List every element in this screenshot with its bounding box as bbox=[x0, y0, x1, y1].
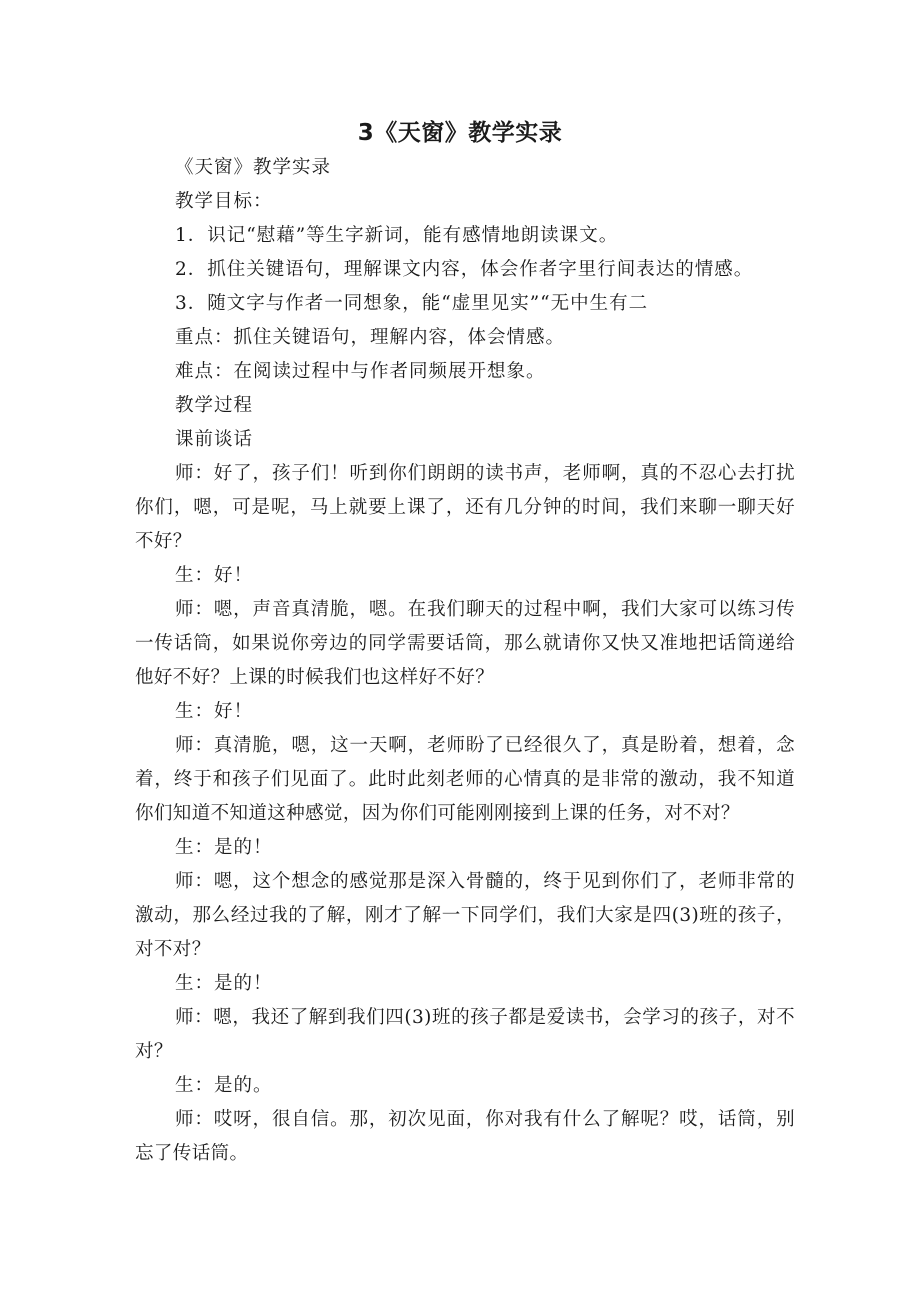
objective-3: 3．随文字与作者一同想象，能“虚里见实”“无中生有二 bbox=[175, 293, 649, 314]
dialogue-paragraph: 生：是的！ bbox=[175, 973, 273, 994]
dialogue-paragraph: 师：好了，孩子们！听到你们朗朗的读书声，老师啊，真的不忍心去打扰你们，嗯，可是呢，马上就要上课了，还有几分钟的时间，我们来聊一聊天好不好？ bbox=[135, 463, 795, 552]
pre-class-heading: 课前谈话 bbox=[175, 429, 254, 450]
process-heading: 教学过程 bbox=[175, 395, 254, 416]
dialogue-paragraph: 师：嗯，声音真清脆，嗯。在我们聊天的过程中啊，我们大家可以练习传一传话筒，如果说你旁边的同学需要话筒，那么就请你又快又准地把话筒递给他好不好？上课的时候我们也这样好不好？ bbox=[135, 599, 795, 688]
document-title: 3《天窗》教学实录 bbox=[357, 120, 563, 146]
dialogue-paragraph: 师：哎呀，很自信。那，初次见面，你对我有什么了解呢？哎，话筒，别忘了传话筒。 bbox=[135, 1109, 795, 1164]
dialogue-paragraph: 生：好！ bbox=[175, 565, 254, 586]
objective-1: 1．识记“慰藉”等生字新词，能有感情地朗读课文。 bbox=[175, 225, 619, 246]
key-point: 重点：抓住关键语句，理解内容，体会情感。 bbox=[175, 327, 566, 348]
subtitle-paragraph: 《天窗》教学实录 bbox=[175, 157, 332, 178]
dialogue-paragraph: 师：嗯，这个想念的感觉那是深入骨髓的，终于见到你们了，老师非常的激动，那么经过我的了解，刚才了解一下同学们，我们大家是四(3)班的孩子，对不对？ bbox=[135, 871, 795, 960]
document-body bbox=[135, 151, 795, 1171]
dialogue-paragraph: 师：真清脆，嗯，这一天啊，老师盼了已经很久了，真是盼着，想着，念着，终于和孩子们见面了。此时此刻老师的心情真的是非常的激动，我不知道你们知道不知道这种感觉，因为你们可能刚刚接到上课的任务，对不对？ bbox=[135, 735, 795, 824]
dialogue-paragraph: 生：是的。 bbox=[175, 1075, 273, 1096]
dialogue-paragraph: 生：好！ bbox=[175, 701, 254, 722]
objectives-heading: 教学目标： bbox=[175, 191, 273, 212]
difficulty-point: 难点：在阅读过程中与作者同频展开想象。 bbox=[175, 361, 546, 382]
dialogue-paragraph: 生：是的！ bbox=[175, 837, 273, 858]
objective-2: 2．抓住关键语句，理解课文内容，体会作者字里行间表达的情感。 bbox=[175, 259, 754, 280]
dialogue-paragraph: 师：嗯，我还了解到我们四(3)班的孩子都是爱读书，会学习的孩子，对不对？ bbox=[135, 1007, 795, 1062]
